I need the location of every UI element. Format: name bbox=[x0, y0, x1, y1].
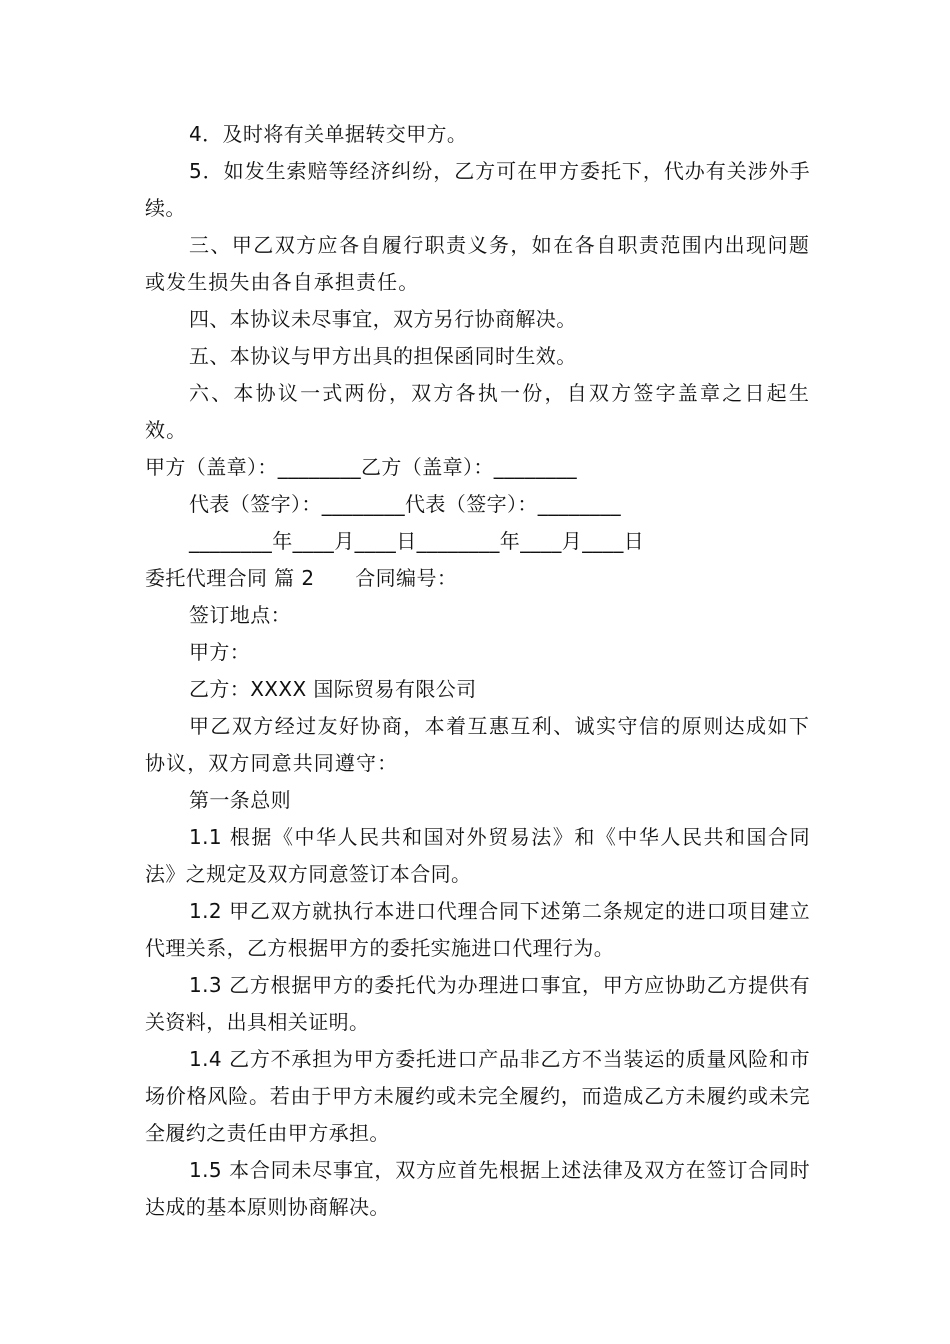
contract2-article-1-title: 第一条总则 bbox=[189, 788, 291, 812]
paragraph-clause-3: 三、甲乙双方应各自履行职责义务，如在各自职责范围内出现问题或发生损失由各自承担责任。 bbox=[145, 233, 810, 294]
paragraph-clause-5: 五、本协议与甲方出具的担保函同时生效。 bbox=[189, 344, 577, 368]
contract2-clause-1-5: 1.5 本合同未尽事宜，双方应首先根据上述法律及双方在签订合同时达成的基本原则协商解决。 bbox=[145, 1158, 810, 1219]
paragraph-clause-6: 六、本协议一式两份，双方各执一份，自双方签字盖章之日起生效。 bbox=[145, 381, 810, 442]
contract2-clause-1-2: 1.2 甲乙双方就执行本进口代理合同下述第二条规定的进口项目建立代理关系，乙方根据甲方的委托实施进口代理行为。 bbox=[145, 899, 810, 960]
contract2-party-a: 甲方： bbox=[189, 640, 251, 664]
signature-date-line: ________年____月____日________年____月____日 bbox=[189, 529, 645, 553]
contract2-clause-1-3: 1.3 乙方根据甲方的委托代为办理进口事宜，甲方应协助乙方提供有关资料，出具相关证明。 bbox=[145, 973, 810, 1034]
contract2-clause-1-4: 1.4 乙方不承担为甲方委托进口产品非乙方不当装运的质量风险和市场价格风险。若由于甲方未履约或未完全履约，而造成乙方未履约或未完全履约之责任由甲方承担。 bbox=[145, 1047, 810, 1145]
signature-representative-line: 代表（签字）：________代表（签字）：________ bbox=[189, 492, 621, 516]
contract2-signing-place: 签订地点： bbox=[189, 603, 291, 627]
contract2-party-b: 乙方：XXXX 国际贸易有限公司 bbox=[189, 677, 477, 701]
contract2-clause-1-1: 1.1 根据《中华人民共和国对外贸易法》和《中华人民共和国合同法》之规定及双方同意签订本合同。 bbox=[145, 825, 810, 886]
contract2-heading: 委托代理合同 篇 2 合同编号： bbox=[145, 566, 458, 590]
paragraph-clause-4: 四、本协议未尽事宜，双方另行协商解决。 bbox=[189, 307, 577, 331]
paragraph-item-5: 5．如发生索赔等经济纠纷，乙方可在甲方委托下，代办有关涉外手续。 bbox=[145, 159, 810, 220]
paragraph-item-4: 4．及时将有关单据转交甲方。 bbox=[189, 122, 468, 146]
contract2-intro: 甲乙双方经过友好协商，本着互惠互利、诚实守信的原则达成如下协议，双方同意共同遵守： bbox=[145, 714, 810, 775]
signature-seal-line: 甲方（盖章）：________乙方（盖章）：________ bbox=[145, 455, 577, 479]
